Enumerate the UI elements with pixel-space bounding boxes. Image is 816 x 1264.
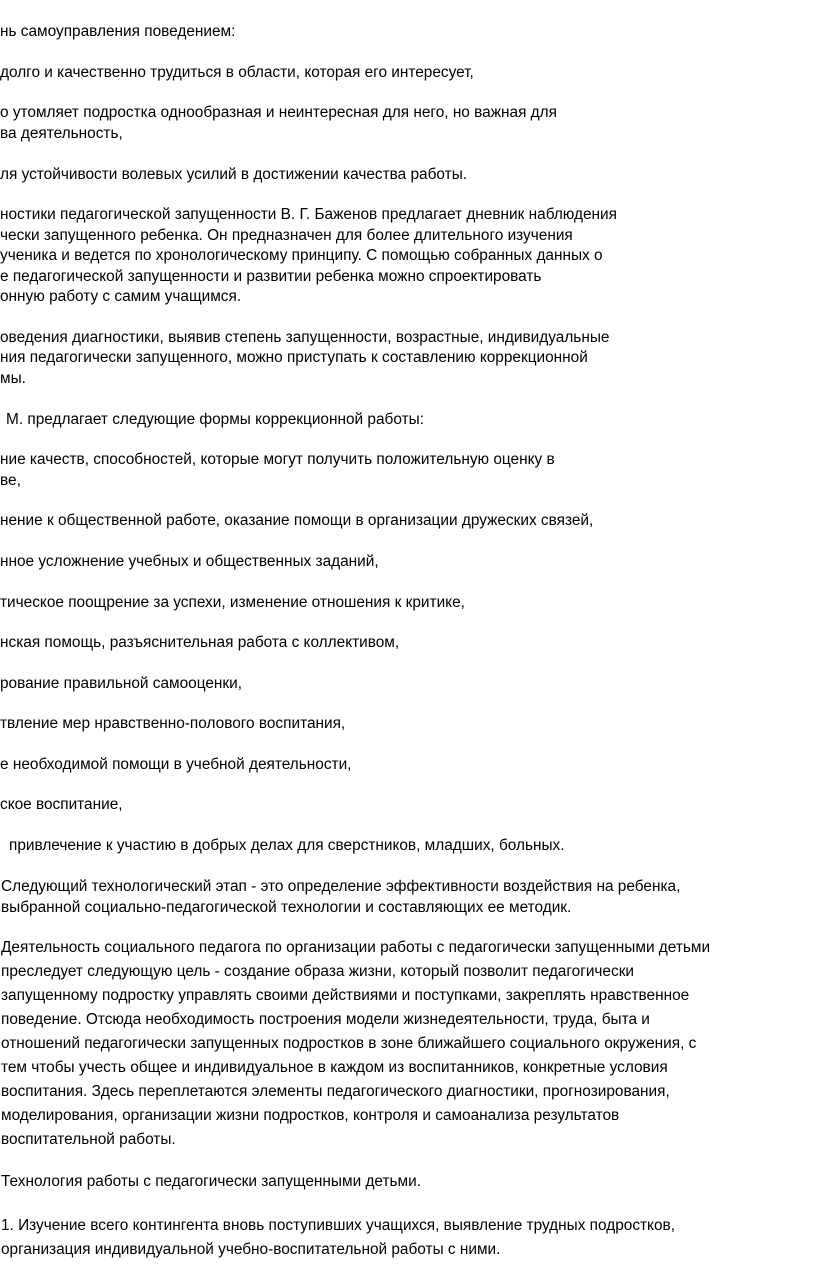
- text-line: преследует следующую цель - создание образа жизни, который позволит педагогически: [1, 963, 635, 980]
- text-line: ва деятельность,: [0, 125, 123, 142]
- text-line: нное усложнение учебных и общественных заданий,: [0, 553, 379, 570]
- text-line: долго и качественно трудиться в области, которая его интересует,: [0, 64, 474, 81]
- text-line: нь самоуправления поведением:: [0, 23, 236, 40]
- text-line: поведение. Отсюда необходимость построения модели жизнедеятельности, труда, быта и: [1, 1011, 650, 1028]
- text-line: ское воспитание,: [0, 796, 123, 813]
- text-line: е педагогической запущенности и развитии ребенка можно спроектировать: [0, 268, 542, 285]
- text-line: ля устойчивости волевых усилий в достижении качества работы.: [0, 166, 468, 183]
- text-line: онную работу с самим учащимся.: [0, 288, 242, 305]
- text-line: ве,: [0, 472, 21, 489]
- text-line: запущенному подростку управлять своими действиями и поступками, закреплять нравственное: [1, 987, 690, 1004]
- text-line: выбранной социально-педагогической технологии и составляющих ее методик.: [1, 899, 572, 916]
- text-line: 1. Изучение всего контингента вновь поступивших учащихся, выявление трудных подростков,: [1, 1217, 675, 1234]
- text-line: нская помощь, разъяснительная работа с коллективом,: [0, 634, 400, 651]
- text-line: е необходимой помощи в учебной деятельности,: [0, 756, 352, 773]
- text-line: ние качеств, способностей, которые могут получить положительную оценку в: [0, 451, 555, 468]
- text-line: ния педагогически запущенного, можно приступать к составлению коррекционной: [0, 349, 588, 366]
- text-line: отношений педагогически запущенных подростков в зоне ближайшего социального окружения, с: [1, 1035, 697, 1052]
- text-line: воспитательной работы.: [1, 1131, 176, 1148]
- text-line: мы.: [0, 370, 26, 387]
- text-line: о утомляет подростка однообразная и неинтересная для него, но важная для: [0, 104, 557, 121]
- text-line: привлечение к участию в добрых делах для сверстников, младших, больных.: [9, 837, 565, 854]
- text-line: ностики педагогической запущенности В. Г. Баженов предлагает дневник наблюдения: [0, 206, 617, 223]
- text-line: организация индивидуальной учебно-воспитательной работы с ними.: [1, 1241, 501, 1258]
- text-line: М. предлагает следующие формы коррекционной работы:: [6, 411, 424, 428]
- text-line: моделирования, организации жизни подростков, контроля и самоанализа результатов: [1, 1107, 620, 1124]
- text-line: тем чтобы учесть общее и индивидуальное в каждом из воспитанников, конкретные условия: [1, 1059, 668, 1076]
- text-line: тическое поощрение за успехи, изменение отношения к критике,: [0, 594, 465, 611]
- text-line: Следующий технологический этап - это определение эффективности воздействия на ребенка,: [1, 878, 681, 895]
- text-line: ученика и ведется по хронологическому принципу. С помощью собранных данных о: [0, 247, 603, 264]
- text-line: оведения диагностики, выявив степень запущенности, возрастные, индивидуальные: [0, 329, 610, 346]
- text-line: Деятельность социального педагога по организации работы с педагогически запущенными детьми: [1, 939, 711, 956]
- text-line: рование правильной самооценки,: [0, 675, 243, 692]
- text-line: чески запущенного ребенка. Он предназначен для более длительного изучения: [0, 227, 573, 244]
- text-line: воспитания. Здесь переплетаются элементы педагогического диагностики, прогнозирования,: [1, 1083, 670, 1100]
- text-line: твление мер нравственно-полового воспитания,: [0, 715, 346, 732]
- text-line: Технология работы с педагогически запущенными детьми.: [1, 1173, 422, 1190]
- text-line: нение к общественной работе, оказание помощи в организации дружеских связей,: [0, 512, 594, 529]
